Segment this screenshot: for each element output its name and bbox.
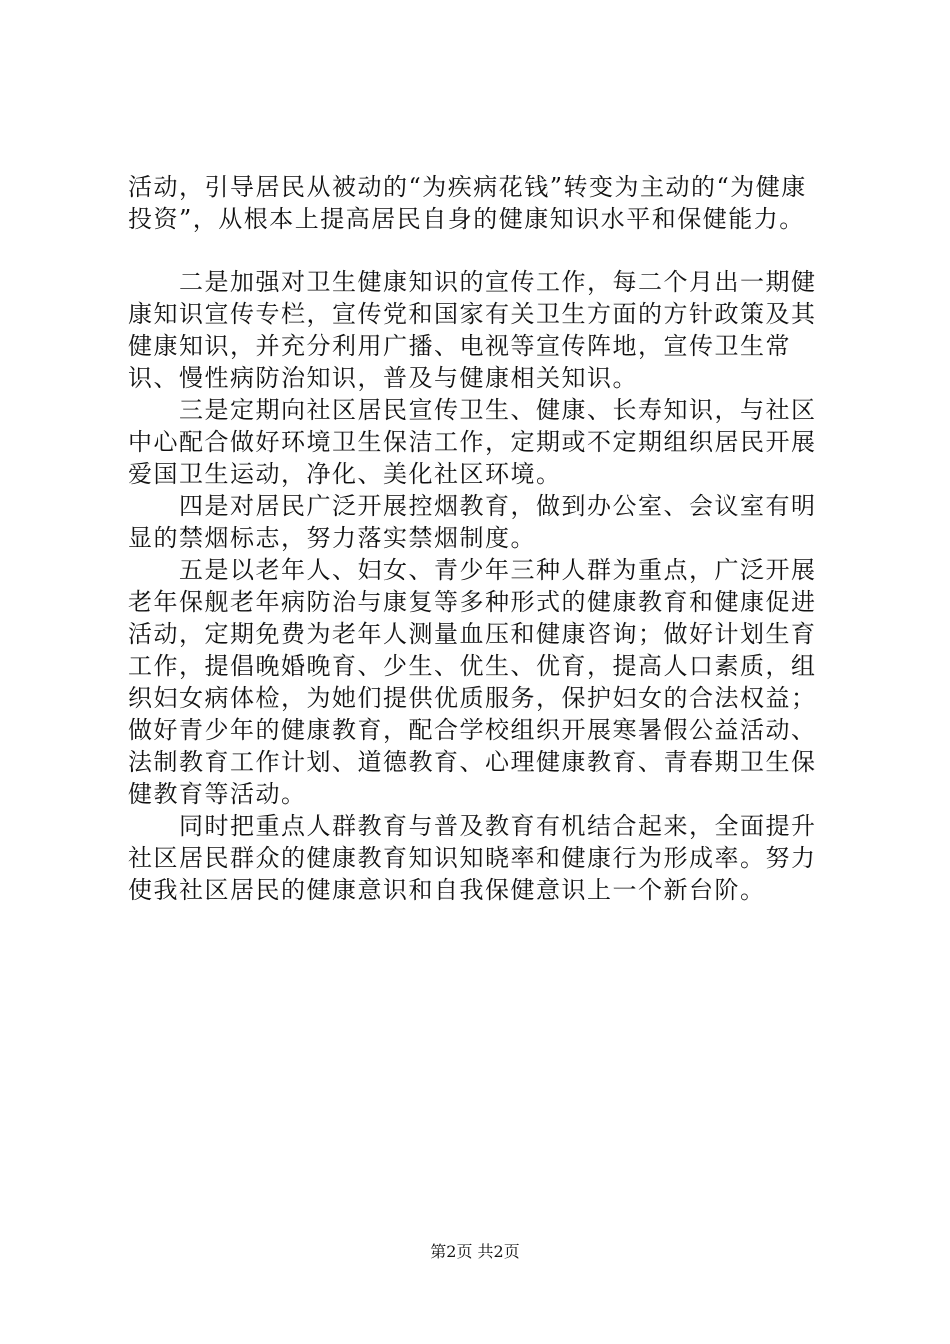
paragraph-item-5: 五是以老年人、妇女、青少年三种人群为重点，广泛开展老年保舰老年病防治与康复等多种形式的健康教育和健康促进活动，定期免费为老年人测量血压和健康咨询；做好计划生育工作，提倡晚婚晚育、少生、优生、优育，提高人口素质，组织妇女病体检，为她们提供优质服务，保护妇女的合法权益；做好青少年的健康教育，配合学校组织开展寒暑假公益活动、法制教育工作计划、道德教育、心理健康教育、青春期卫生保健教育等活动。 [128, 556, 817, 808]
document-body [128, 171, 828, 906]
page-number-footer: 第2页 共2页 [430, 1242, 520, 1261]
paragraph-item-3: 三是定期向社区居民宣传卫生、健康、长寿知识，与社区中心配合做好环境卫生保洁工作，定期或不定期组织居民开展爱国卫生运动，净化、美化社区环境。 [128, 396, 817, 488]
paragraph-continuation: 活动，引导居民从被动的“为疾病花钱”转变为主动的“为健康投资”，从根本上提高居民自身的健康知识水平和保健能力。 [128, 173, 807, 233]
paragraph-item-2: 二是加强对卫生健康知识的宣传工作，每二个月出一期健康知识宣传专栏，宣传党和国家有关卫生方面的方针政策及其健康知识，并充分利用广播、电视等宣传阵地，宣传卫生常识、慢性病防治知识，普及与健康相关知识。 [128, 268, 817, 392]
paragraph-item-4: 四是对居民广泛开展控烟教育，做到办公室、会议室有明显的禁烟标志，努力落实禁烟制度。 [128, 492, 817, 552]
paragraph-summary: 同时把重点人群教育与普及教育有机结合起来，全面提升社区居民群众的健康教育知识知晓率和健康行为形成率。努力使我社区居民的健康意识和自我保健意识上一个新台阶。 [128, 812, 817, 904]
